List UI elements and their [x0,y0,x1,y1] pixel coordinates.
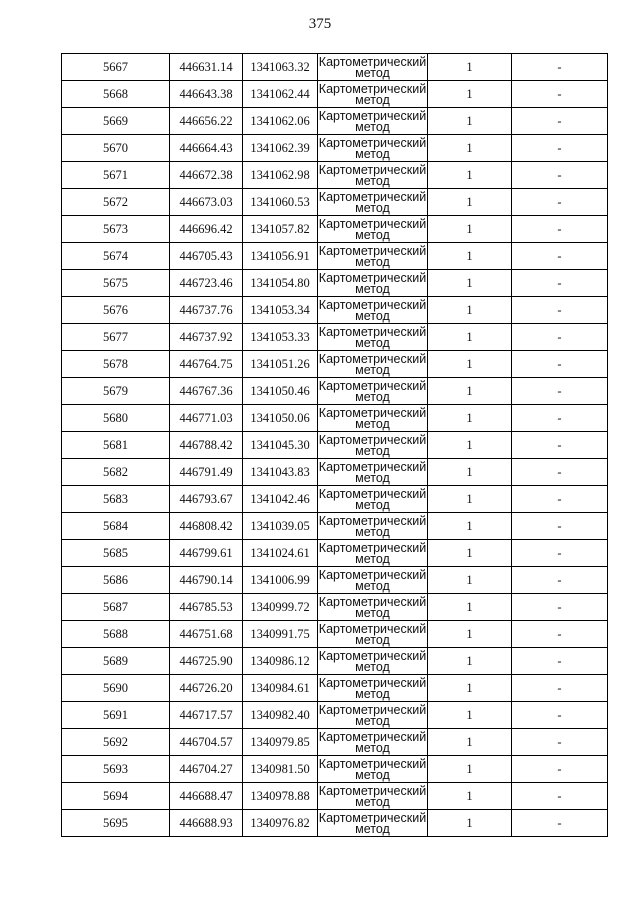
table-body [62,54,608,837]
method-cell [318,189,428,216]
method-cell [318,648,428,675]
point-number-cell: 5675 [62,270,170,297]
x-coordinate-cell: 446767.36 [170,378,243,405]
method-line-1: Картометрический [318,783,427,798]
note-cell: - [512,108,608,135]
accuracy-cell: 1 [428,540,512,567]
accuracy-cell: 1 [428,459,512,486]
point-number-cell: 5689 [62,648,170,675]
table-row [62,162,608,189]
note-cell: - [512,81,608,108]
table-row [62,351,608,378]
y-coordinate-cell: 1340986.12 [243,648,318,675]
method-line-1: Картометрический [318,135,427,150]
method-cell [318,594,428,621]
method-line-1: Картометрический [318,324,427,339]
note-cell: - [512,378,608,405]
note-cell: - [512,135,608,162]
x-coordinate-cell: 446704.57 [170,729,243,756]
method-line-2: метод [355,227,390,242]
note-cell: - [512,189,608,216]
y-coordinate-cell: 1341062.44 [243,81,318,108]
method-line-2: метод [355,308,390,323]
method-line-2: метод [355,335,390,350]
y-coordinate-cell: 1341062.39 [243,135,318,162]
page-number: 375 [308,16,332,32]
point-number-cell: 5674 [62,243,170,270]
x-coordinate-cell: 446737.92 [170,324,243,351]
method-cell [318,432,428,459]
x-coordinate-cell: 446788.42 [170,432,243,459]
table-row [62,729,608,756]
y-coordinate-cell: 1341063.32 [243,54,318,81]
method-cell [318,459,428,486]
method-line-1: Картометрический [318,702,427,717]
point-number-cell: 5667 [62,54,170,81]
x-coordinate-cell: 446751.68 [170,621,243,648]
table-row [62,459,608,486]
accuracy-cell: 1 [428,135,512,162]
method-line-2: метод [355,173,390,188]
table-row [62,486,608,513]
point-number-cell: 5694 [62,783,170,810]
table-row [62,81,608,108]
y-coordinate-cell: 1341006.99 [243,567,318,594]
x-coordinate-cell: 446643.38 [170,81,243,108]
point-number-cell: 5687 [62,594,170,621]
y-coordinate-cell: 1341062.98 [243,162,318,189]
method-line-2: метод [355,524,390,539]
method-line-2: метод [355,92,390,107]
y-coordinate-cell: 1341050.06 [243,405,318,432]
accuracy-cell: 1 [428,783,512,810]
method-line-1: Картометрический [318,594,427,609]
method-line-1: Картометрический [318,540,427,555]
method-line-1: Картометрический [318,810,427,825]
table-row [62,270,608,297]
method-line-1: Картометрический [318,756,427,771]
method-line-2: метод [355,767,390,782]
x-coordinate-cell: 446791.49 [170,459,243,486]
table-row [62,675,608,702]
x-coordinate-cell: 446717.57 [170,702,243,729]
x-coordinate-cell: 446688.93 [170,810,243,837]
method-line-2: метод [355,443,390,458]
table-row [62,243,608,270]
coordinates-table [61,53,608,837]
method-line-1: Картометрический [318,513,427,528]
table-row [62,567,608,594]
point-number-cell: 5680 [62,405,170,432]
method-cell [318,756,428,783]
method-line-1: Картометрический [318,81,427,96]
note-cell: - [512,675,608,702]
y-coordinate-cell: 1341024.61 [243,540,318,567]
method-line-2: метод [355,578,390,593]
table-row [62,783,608,810]
accuracy-cell: 1 [428,270,512,297]
method-line-1: Картометрический [318,486,427,501]
method-cell [318,324,428,351]
x-coordinate-cell: 446725.90 [170,648,243,675]
table-row [62,216,608,243]
method-line-1: Картометрический [318,567,427,582]
table-row [62,594,608,621]
point-number-cell: 5671 [62,162,170,189]
point-number-cell: 5691 [62,702,170,729]
method-cell [318,486,428,513]
table-row [62,108,608,135]
y-coordinate-cell: 1341060.53 [243,189,318,216]
method-cell [318,810,428,837]
point-number-cell: 5695 [62,810,170,837]
table-row [62,756,608,783]
method-line-2: метод [355,713,390,728]
accuracy-cell: 1 [428,810,512,837]
note-cell: - [512,621,608,648]
y-coordinate-cell: 1340978.88 [243,783,318,810]
x-coordinate-cell: 446672.38 [170,162,243,189]
x-coordinate-cell: 446793.67 [170,486,243,513]
note-cell: - [512,216,608,243]
point-number-cell: 5688 [62,621,170,648]
accuracy-cell: 1 [428,702,512,729]
note-cell: - [512,810,608,837]
point-number-cell: 5685 [62,540,170,567]
method-line-2: метод [355,821,390,836]
note-cell: - [512,756,608,783]
method-line-2: метод [355,497,390,512]
x-coordinate-cell: 446790.14 [170,567,243,594]
accuracy-cell: 1 [428,486,512,513]
note-cell: - [512,459,608,486]
method-cell [318,270,428,297]
y-coordinate-cell: 1341053.34 [243,297,318,324]
table-row [62,135,608,162]
method-line-1: Картометрический [318,648,427,663]
y-coordinate-cell: 1341042.46 [243,486,318,513]
note-cell: - [512,729,608,756]
accuracy-cell: 1 [428,405,512,432]
y-coordinate-cell: 1340979.85 [243,729,318,756]
method-line-1: Картометрический [318,675,427,690]
point-number-cell: 5679 [62,378,170,405]
method-cell [318,540,428,567]
y-coordinate-cell: 1340982.40 [243,702,318,729]
y-coordinate-cell: 1341054.80 [243,270,318,297]
note-cell: - [512,486,608,513]
accuracy-cell: 1 [428,621,512,648]
point-number-cell: 5670 [62,135,170,162]
x-coordinate-cell: 446631.14 [170,54,243,81]
accuracy-cell: 1 [428,432,512,459]
method-line-1: Картометрический [318,162,427,177]
accuracy-cell: 1 [428,81,512,108]
accuracy-cell: 1 [428,243,512,270]
x-coordinate-cell: 446737.76 [170,297,243,324]
method-line-2: метод [355,65,390,80]
method-cell [318,405,428,432]
method-cell [318,243,428,270]
point-number-cell: 5678 [62,351,170,378]
table-row [62,405,608,432]
point-number-cell: 5690 [62,675,170,702]
method-line-1: Картометрический [318,243,427,258]
method-line-2: метод [355,470,390,485]
method-line-1: Картометрический [318,216,427,231]
accuracy-cell: 1 [428,162,512,189]
x-coordinate-cell: 446808.42 [170,513,243,540]
method-line-1: Картометрический [318,405,427,420]
method-cell [318,783,428,810]
method-cell [318,675,428,702]
y-coordinate-cell: 1340991.75 [243,621,318,648]
method-cell [318,81,428,108]
method-cell [318,513,428,540]
method-cell [318,351,428,378]
method-line-2: метод [355,200,390,215]
y-coordinate-cell: 1340981.50 [243,756,318,783]
y-coordinate-cell: 1340984.61 [243,675,318,702]
note-cell: - [512,162,608,189]
table-row [62,702,608,729]
method-line-2: метод [355,362,390,377]
x-coordinate-cell: 446785.53 [170,594,243,621]
note-cell: - [512,594,608,621]
accuracy-cell: 1 [428,756,512,783]
method-line-2: метод [355,281,390,296]
accuracy-cell: 1 [428,378,512,405]
method-line-2: метод [355,605,390,620]
method-cell [318,567,428,594]
accuracy-cell: 1 [428,594,512,621]
accuracy-cell: 1 [428,216,512,243]
point-number-cell: 5692 [62,729,170,756]
point-number-cell: 5684 [62,513,170,540]
y-coordinate-cell: 1341057.82 [243,216,318,243]
point-number-cell: 5673 [62,216,170,243]
method-cell [318,135,428,162]
method-line-1: Картометрический [318,621,427,636]
method-line-2: метод [355,551,390,566]
table-row [62,540,608,567]
table-row [62,621,608,648]
accuracy-cell: 1 [428,675,512,702]
note-cell: - [512,567,608,594]
accuracy-cell: 1 [428,648,512,675]
accuracy-cell: 1 [428,351,512,378]
method-cell [318,729,428,756]
method-cell [318,621,428,648]
method-line-2: метод [355,632,390,647]
note-cell: - [512,243,608,270]
point-number-cell: 5672 [62,189,170,216]
accuracy-cell: 1 [428,297,512,324]
note-cell: - [512,324,608,351]
x-coordinate-cell: 446764.75 [170,351,243,378]
accuracy-cell: 1 [428,189,512,216]
x-coordinate-cell: 446688.47 [170,783,243,810]
table-row [62,432,608,459]
method-line-2: метод [355,686,390,701]
point-number-cell: 5669 [62,108,170,135]
y-coordinate-cell: 1341043.83 [243,459,318,486]
table-row [62,324,608,351]
method-cell [318,54,428,81]
point-number-cell: 5682 [62,459,170,486]
note-cell: - [512,351,608,378]
method-line-1: Картометрический [318,432,427,447]
table-row [62,513,608,540]
method-cell [318,297,428,324]
x-coordinate-cell: 446705.43 [170,243,243,270]
method-line-1: Картометрический [318,270,427,285]
note-cell: - [512,702,608,729]
method-line-2: метод [355,794,390,809]
note-cell: - [512,405,608,432]
method-line-1: Картометрический [318,297,427,312]
accuracy-cell: 1 [428,567,512,594]
y-coordinate-cell: 1341056.91 [243,243,318,270]
point-number-cell: 5681 [62,432,170,459]
method-line-2: метод [355,146,390,161]
table-row [62,648,608,675]
accuracy-cell: 1 [428,324,512,351]
method-cell [318,702,428,729]
method-cell [318,216,428,243]
method-line-2: метод [355,740,390,755]
y-coordinate-cell: 1341062.06 [243,108,318,135]
note-cell: - [512,432,608,459]
method-line-1: Картометрический [318,351,427,366]
x-coordinate-cell: 446656.22 [170,108,243,135]
method-line-2: метод [355,416,390,431]
note-cell: - [512,648,608,675]
table-row [62,810,608,837]
point-number-cell: 5676 [62,297,170,324]
method-line-2: метод [355,119,390,134]
note-cell: - [512,54,608,81]
y-coordinate-cell: 1341051.26 [243,351,318,378]
accuracy-cell: 1 [428,54,512,81]
point-number-cell: 5686 [62,567,170,594]
table-row [62,378,608,405]
method-line-1: Картометрический [318,729,427,744]
y-coordinate-cell: 1341039.05 [243,513,318,540]
note-cell: - [512,270,608,297]
point-number-cell: 5677 [62,324,170,351]
x-coordinate-cell: 446673.03 [170,189,243,216]
x-coordinate-cell: 446704.27 [170,756,243,783]
method-line-1: Картометрический [318,378,427,393]
method-cell [318,378,428,405]
method-line-2: метод [355,254,390,269]
note-cell: - [512,513,608,540]
method-line-2: метод [355,389,390,404]
x-coordinate-cell: 446799.61 [170,540,243,567]
point-number-cell: 5683 [62,486,170,513]
table-row [62,297,608,324]
method-cell [318,162,428,189]
method-cell [318,108,428,135]
y-coordinate-cell: 1341053.33 [243,324,318,351]
method-line-2: метод [355,659,390,674]
y-coordinate-cell: 1341050.46 [243,378,318,405]
note-cell: - [512,540,608,567]
y-coordinate-cell: 1340999.72 [243,594,318,621]
y-coordinate-cell: 1340976.82 [243,810,318,837]
point-number-cell: 5668 [62,81,170,108]
method-line-1: Картометрический [318,189,427,204]
accuracy-cell: 1 [428,108,512,135]
x-coordinate-cell: 446723.46 [170,270,243,297]
method-line-1: Картометрический [318,108,427,123]
table-row [62,54,608,81]
point-number-cell: 5693 [62,756,170,783]
x-coordinate-cell: 446664.43 [170,135,243,162]
method-line-1: Картометрический [318,459,427,474]
x-coordinate-cell: 446771.03 [170,405,243,432]
note-cell: - [512,297,608,324]
x-coordinate-cell: 446696.42 [170,216,243,243]
table-row [62,189,608,216]
y-coordinate-cell: 1341045.30 [243,432,318,459]
method-line-1: Картометрический [318,54,427,69]
note-cell: - [512,783,608,810]
accuracy-cell: 1 [428,513,512,540]
x-coordinate-cell: 446726.20 [170,675,243,702]
accuracy-cell: 1 [428,729,512,756]
